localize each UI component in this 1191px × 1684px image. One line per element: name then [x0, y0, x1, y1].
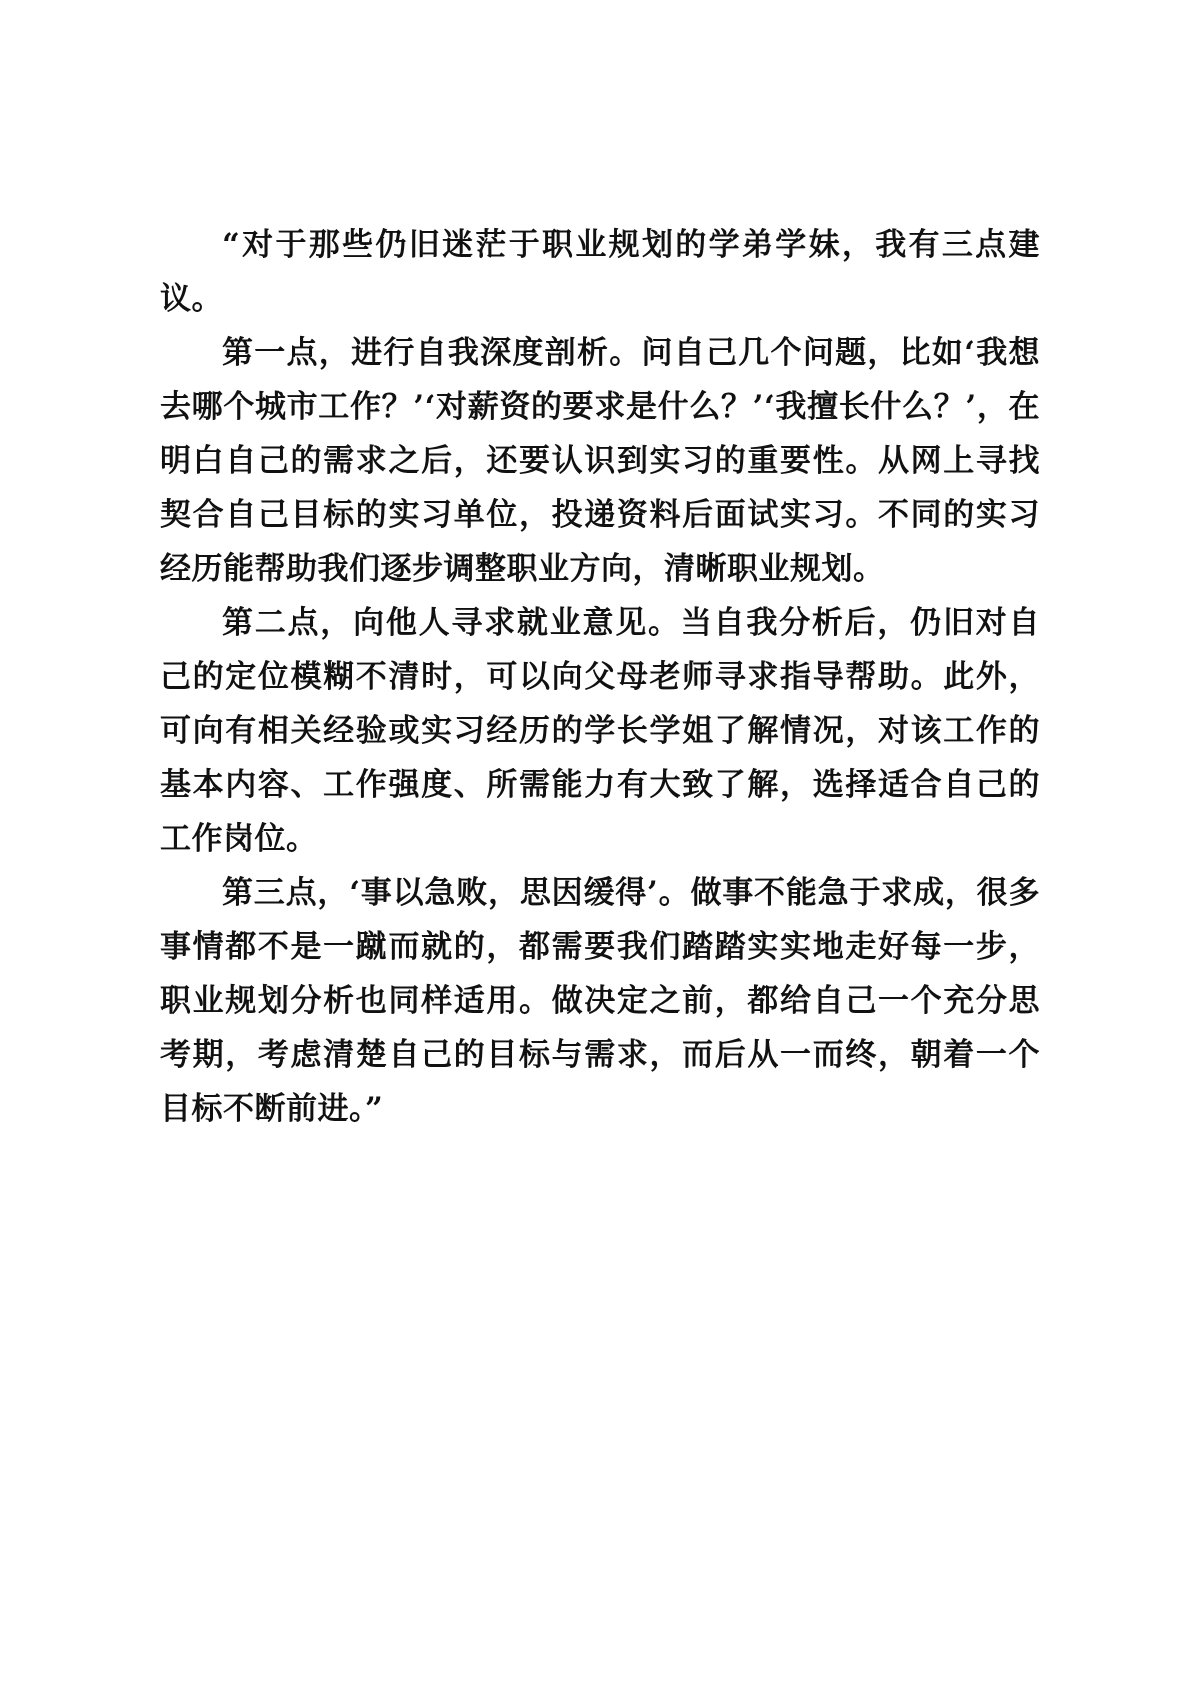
article-body: [160, 218, 1040, 1136]
paragraph-intro: “对于那些仍旧迷茫于职业规划的学弟学妹，我有三点建议。: [160, 227, 1040, 317]
paragraph-point-two: 第二点，向他人寻求就业意见。当自我分析后，仍旧对自己的定位模糊不清时，可以向父母老师寻求指导帮助。此外，可向有相关经验或实习经历的学长学姐了解情况，对该工作的基本内容、工作强度、所需能力有大致了解，选择适合自己的工作岗位。: [160, 605, 1040, 857]
paragraph-point-three: 第三点，‘事以急败，思因缓得’。做事不能急于求成，很多事情都不是一蹴而就的，都需要我们踏踏实实地走好每一步，职业规划分析也同样适用。做决定之前，都给自己一个充分思考期，考虑清楚自己的目标与需求，而后从一而终，朝着一个目标不断前进。”: [160, 875, 1040, 1127]
paragraph-point-one: 第一点，进行自我深度剖析。问自己几个问题，比如‘我想去哪个城市工作？’‘对薪资的要求是什么？’‘我擅长什么？’，在明白自己的需求之后，还要认识到实习的重要性。从网上寻找契合自己目标的实习单位，投递资料后面试实习。不同的实习经历能帮助我们逐步调整职业方向，清晰职业规划。: [160, 335, 1040, 587]
